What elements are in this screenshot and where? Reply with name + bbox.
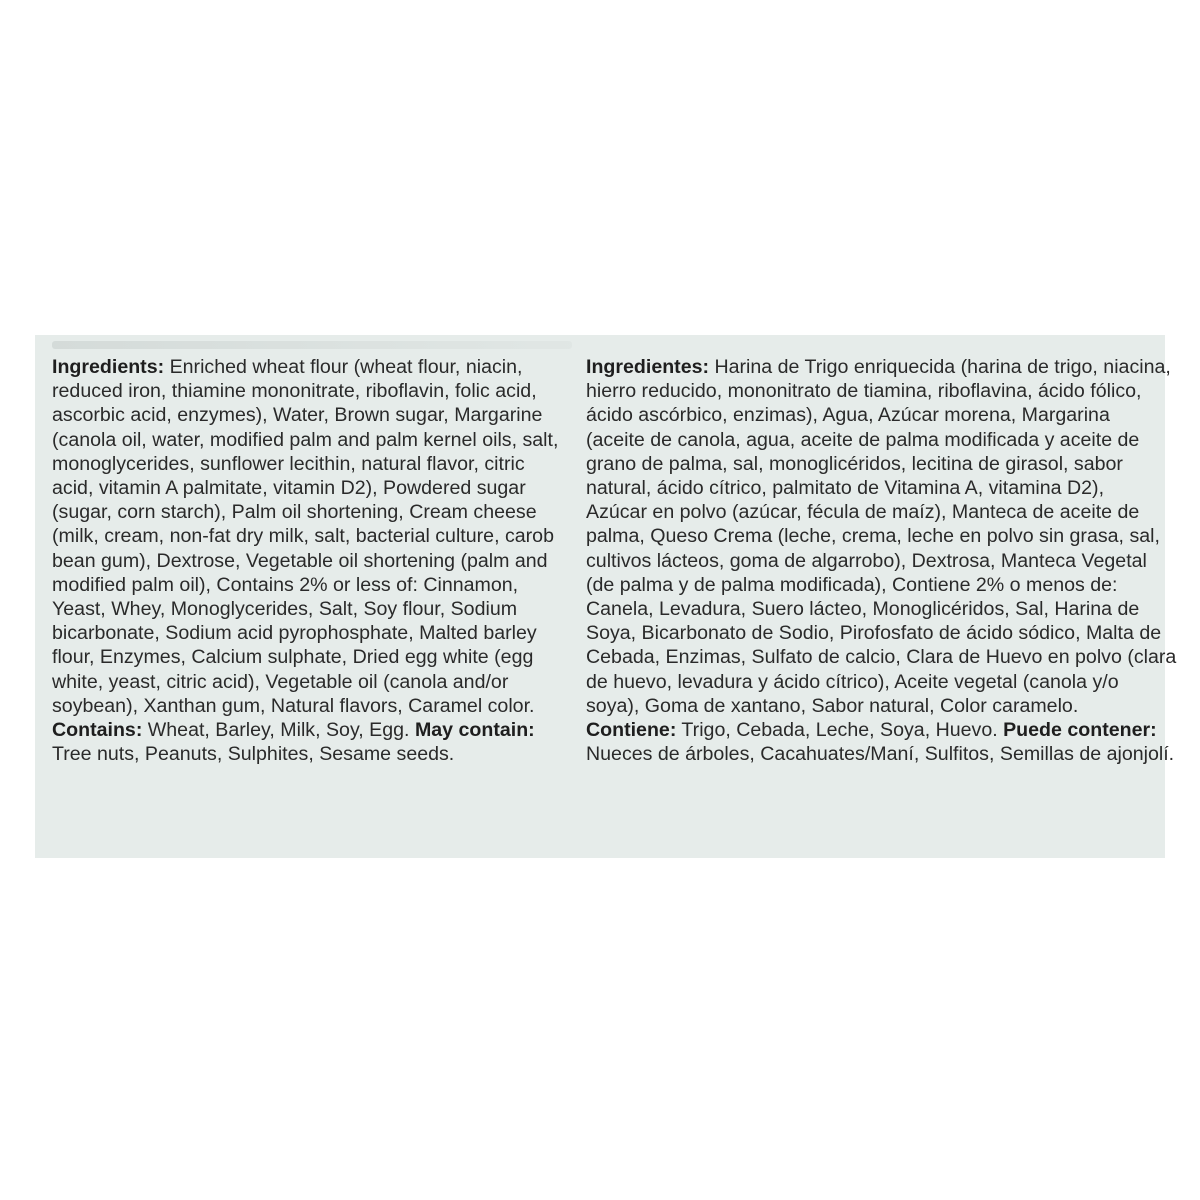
text-line: bean gum), Dextrose, Vegetable oil shortening (palm and — [52, 549, 548, 572]
may-contain-text: Tree nuts, Peanuts, Sulphites, Sesame seeds. — [52, 743, 455, 766]
text-line: Yeast, Whey, Monoglycerides, Salt, Soy flour, Sodium — [52, 598, 518, 621]
text-line: (de palma y de palma modificada), Contiene 2% o menos de: — [586, 573, 1118, 596]
text-line: ácido ascórbico, enzimas), Agua, Azúcar morena, Margarina — [586, 404, 1110, 427]
text-line: Soya, Bicarbonato de Sodio, Pirofosfato de ácido sódico, Malta de — [586, 622, 1162, 645]
faded-text-strip — [52, 341, 572, 349]
text-line: de huevo, levadura y ácido cítrico), Aceite vegetal (canola y/o — [586, 670, 1119, 693]
ingredients-heading: Ingredients: — [52, 356, 165, 378]
text-line: (sugar, corn starch), Palm oil shortening, Cream cheese — [52, 501, 537, 524]
text-line: hierro reducido, mononitrato de tiamina, riboflavina, ácido fólico, — [586, 380, 1142, 403]
text-line: Cebada, Enzimas, Sulfato de calcio, Clara de Huevo en polvo (clara — [586, 646, 1177, 669]
text-line: Ingredients: Enriched wheat flour (wheat flour, niacin, — [52, 356, 523, 378]
text-line: white, yeast, citric acid), Vegetable oil (canola and/or — [52, 670, 509, 693]
text-line: monoglycerides, sunflower lecithin, natural flavor, citric — [52, 452, 525, 475]
ingredientes-heading: Ingredientes: — [586, 356, 710, 378]
contiene-heading: Contiene: — [586, 719, 677, 742]
text-line: Ingredientes: Harina de Trigo enriquecida (harina de trigo, niacina, — [586, 356, 1171, 378]
text-line: grano de palma, sal, monoglicéridos, lecitina de girasol, sabor — [586, 452, 1123, 475]
text-line: reduced iron, thiamine mononitrate, riboflavin, folic acid, — [52, 380, 537, 403]
text-line: soybean), Xanthan gum, Natural flavors, Caramel color. — [52, 694, 535, 717]
text-line: ascorbic acid, enzymes), Water, Brown sugar, Margarine — [52, 404, 543, 427]
contains-heading: Contains: — [52, 719, 143, 742]
allergen-line: Contiene: Trigo, Cebada, Leche, Soya, Huevo. Puede contener: — [586, 719, 1157, 742]
text-line: (aceite de canola, agua, aceite de palma modificada y aceite de — [586, 428, 1140, 451]
text-line: (milk, cream, non-fat dry milk, salt, bacterial culture, carob — [52, 525, 554, 548]
text-line: acid, vitamin A palmitate, vitamin D2), Powdered sugar — [52, 477, 526, 500]
text-line: natural, ácido cítrico, palmitato de Vitamina A, vitamina D2), — [586, 477, 1105, 500]
puede-contener-text: Nueces de árboles, Cacahuates/Maní, Sulfitos, Semillas de ajonjolí. — [586, 743, 1175, 766]
text-line: (canola oil, water, modified palm and palm kernel oils, salt, — [52, 428, 559, 451]
text-line: Canela, Levadura, Suero lácteo, Monoglicéridos, Sal, Harina de — [586, 598, 1140, 621]
text-line: modified palm oil), Contains 2% or less of: Cinnamon, — [52, 573, 519, 596]
text-line: flour, Enzymes, Calcium sulphate, Dried egg white (egg — [52, 646, 534, 669]
text-line: cultivos lácteos, goma de algarrobo), Dextrosa, Manteca Vegetal — [586, 549, 1147, 572]
text-line: palma, Queso Crema (leche, crema, leche en polvo sin grasa, sal, — [586, 525, 1160, 548]
ingredients-spanish — [586, 355, 1176, 766]
allergen-line: Contains: Wheat, Barley, Milk, Soy, Egg. May contain: — [52, 719, 535, 742]
text-line: soya), Goma de xantano, Sabor natural, Color caramelo. — [586, 694, 1079, 717]
puede-contener-heading: Puede contener: — [1003, 719, 1157, 742]
may-contain-heading: May contain: — [414, 719, 535, 742]
ingredients-english — [52, 355, 558, 766]
text-line: bicarbonate, Sodium acid pyrophosphate, Malted barley — [52, 622, 537, 645]
text-line: Azúcar en polvo (azúcar, fécula de maíz), Manteca de aceite de — [586, 501, 1140, 524]
